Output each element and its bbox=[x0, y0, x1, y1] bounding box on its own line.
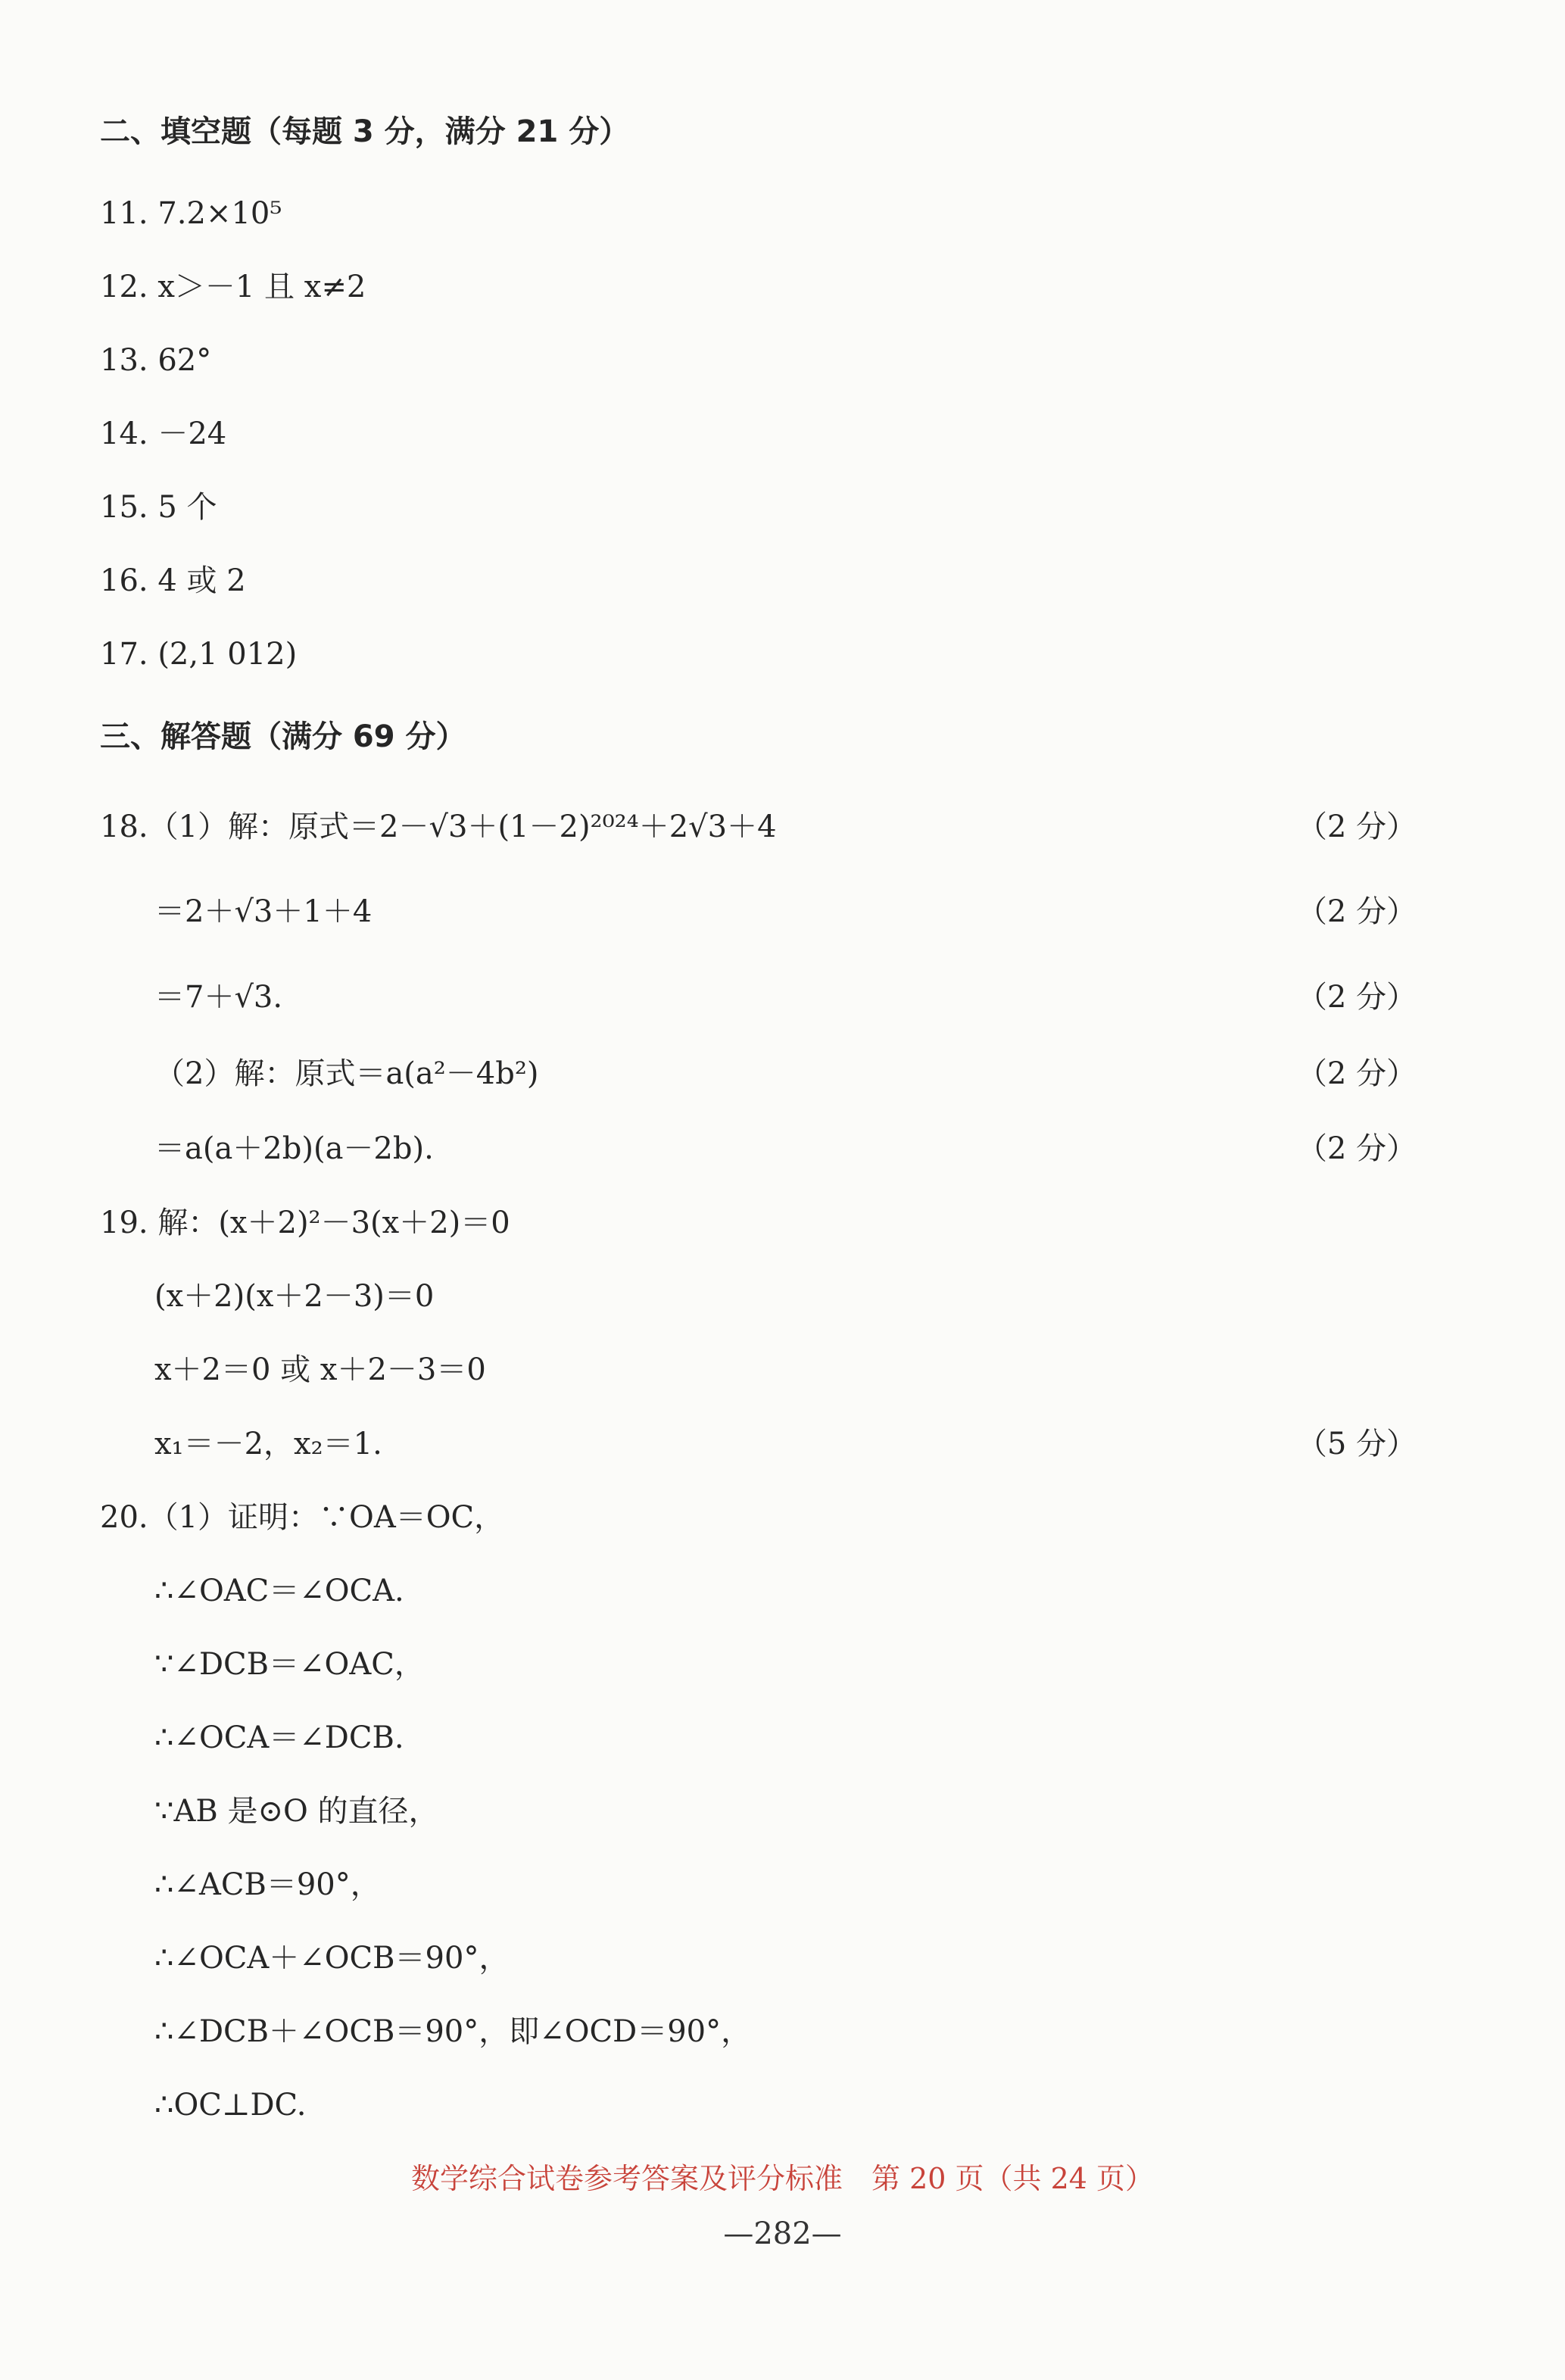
q19-line-3: x＋2＝0 或 x＋2－3＝0 bbox=[154, 1352, 486, 1387]
q18-line-5: ＝a(a＋2b)(a－2b). bbox=[154, 1131, 434, 1166]
q18-points-3: （2 分） bbox=[1296, 980, 1417, 1015]
q20-line-1: 20.（1）证明：∵OA＝OC， bbox=[100, 1500, 505, 1535]
q20-line-8: ∴∠DCB＋∠OCB＝90°，即∠OCD＝90°， bbox=[154, 2014, 752, 2049]
q19-line-4: x₁＝－2，x₂＝1. bbox=[154, 1427, 382, 1461]
q18-points-4: （2 分） bbox=[1296, 1056, 1417, 1091]
q19-line-1: 19. 解：(x＋2)²－3(x＋2)＝0 bbox=[100, 1206, 510, 1240]
answer-15: 15. 5 个 bbox=[100, 490, 217, 525]
answer-16: 16. 4 或 2 bbox=[100, 563, 246, 598]
answer-17: 17. (2,1 012) bbox=[100, 637, 298, 672]
q18-line-4: （2）解：原式＝a(a²－4b²) bbox=[154, 1056, 539, 1091]
footer-title: 数学综合试卷参考答案及评分标准 第 20 页（共 24 页） bbox=[410, 2162, 1155, 2195]
answer-12: 12. x＞－1 且 x≠2 bbox=[100, 270, 366, 304]
q20-line-6: ∴∠ACB＝90°， bbox=[154, 1867, 381, 1902]
section-heading-fill-blank: 二、填空题（每题 3 分，满分 21 分） bbox=[100, 114, 630, 149]
q18-points-2: （2 分） bbox=[1296, 894, 1417, 929]
q19-points: （5 分） bbox=[1296, 1427, 1417, 1461]
q18-points-1: （2 分） bbox=[1296, 809, 1417, 844]
answer-14: 14. －24 bbox=[100, 416, 227, 451]
q18-points-5: （2 分） bbox=[1296, 1131, 1417, 1166]
answer-11: 11. 7.2×10⁵ bbox=[100, 196, 282, 231]
q20-line-4: ∴∠OCA＝∠DCB. bbox=[154, 1720, 404, 1755]
q18-line-3: ＝7＋√3. bbox=[154, 980, 283, 1015]
page-number: —282— bbox=[723, 2216, 842, 2251]
q20-line-2: ∴∠OAC＝∠OCA. bbox=[154, 1574, 404, 1608]
q18-line-1: 18.（1）解：原式＝2－√3＋(1－2)²⁰²⁴＋2√3＋4 bbox=[100, 809, 777, 844]
q20-line-5: ∵AB 是⊙O 的直径， bbox=[154, 1794, 439, 1829]
q19-line-2: (x＋2)(x＋2－3)＝0 bbox=[154, 1279, 435, 1314]
q20-line-7: ∴∠OCA＋∠OCB＝90°， bbox=[154, 1941, 510, 1976]
section-heading-solutions: 三、解答题（满分 69 分） bbox=[100, 719, 466, 754]
answer-13: 13. 62° bbox=[100, 343, 212, 378]
q20-line-3: ∵∠DCB＝∠OAC， bbox=[154, 1647, 425, 1682]
q20-line-9: ∴OC⊥DC. bbox=[154, 2088, 307, 2123]
q18-line-2: ＝2＋√3＋1＋4 bbox=[154, 894, 373, 929]
